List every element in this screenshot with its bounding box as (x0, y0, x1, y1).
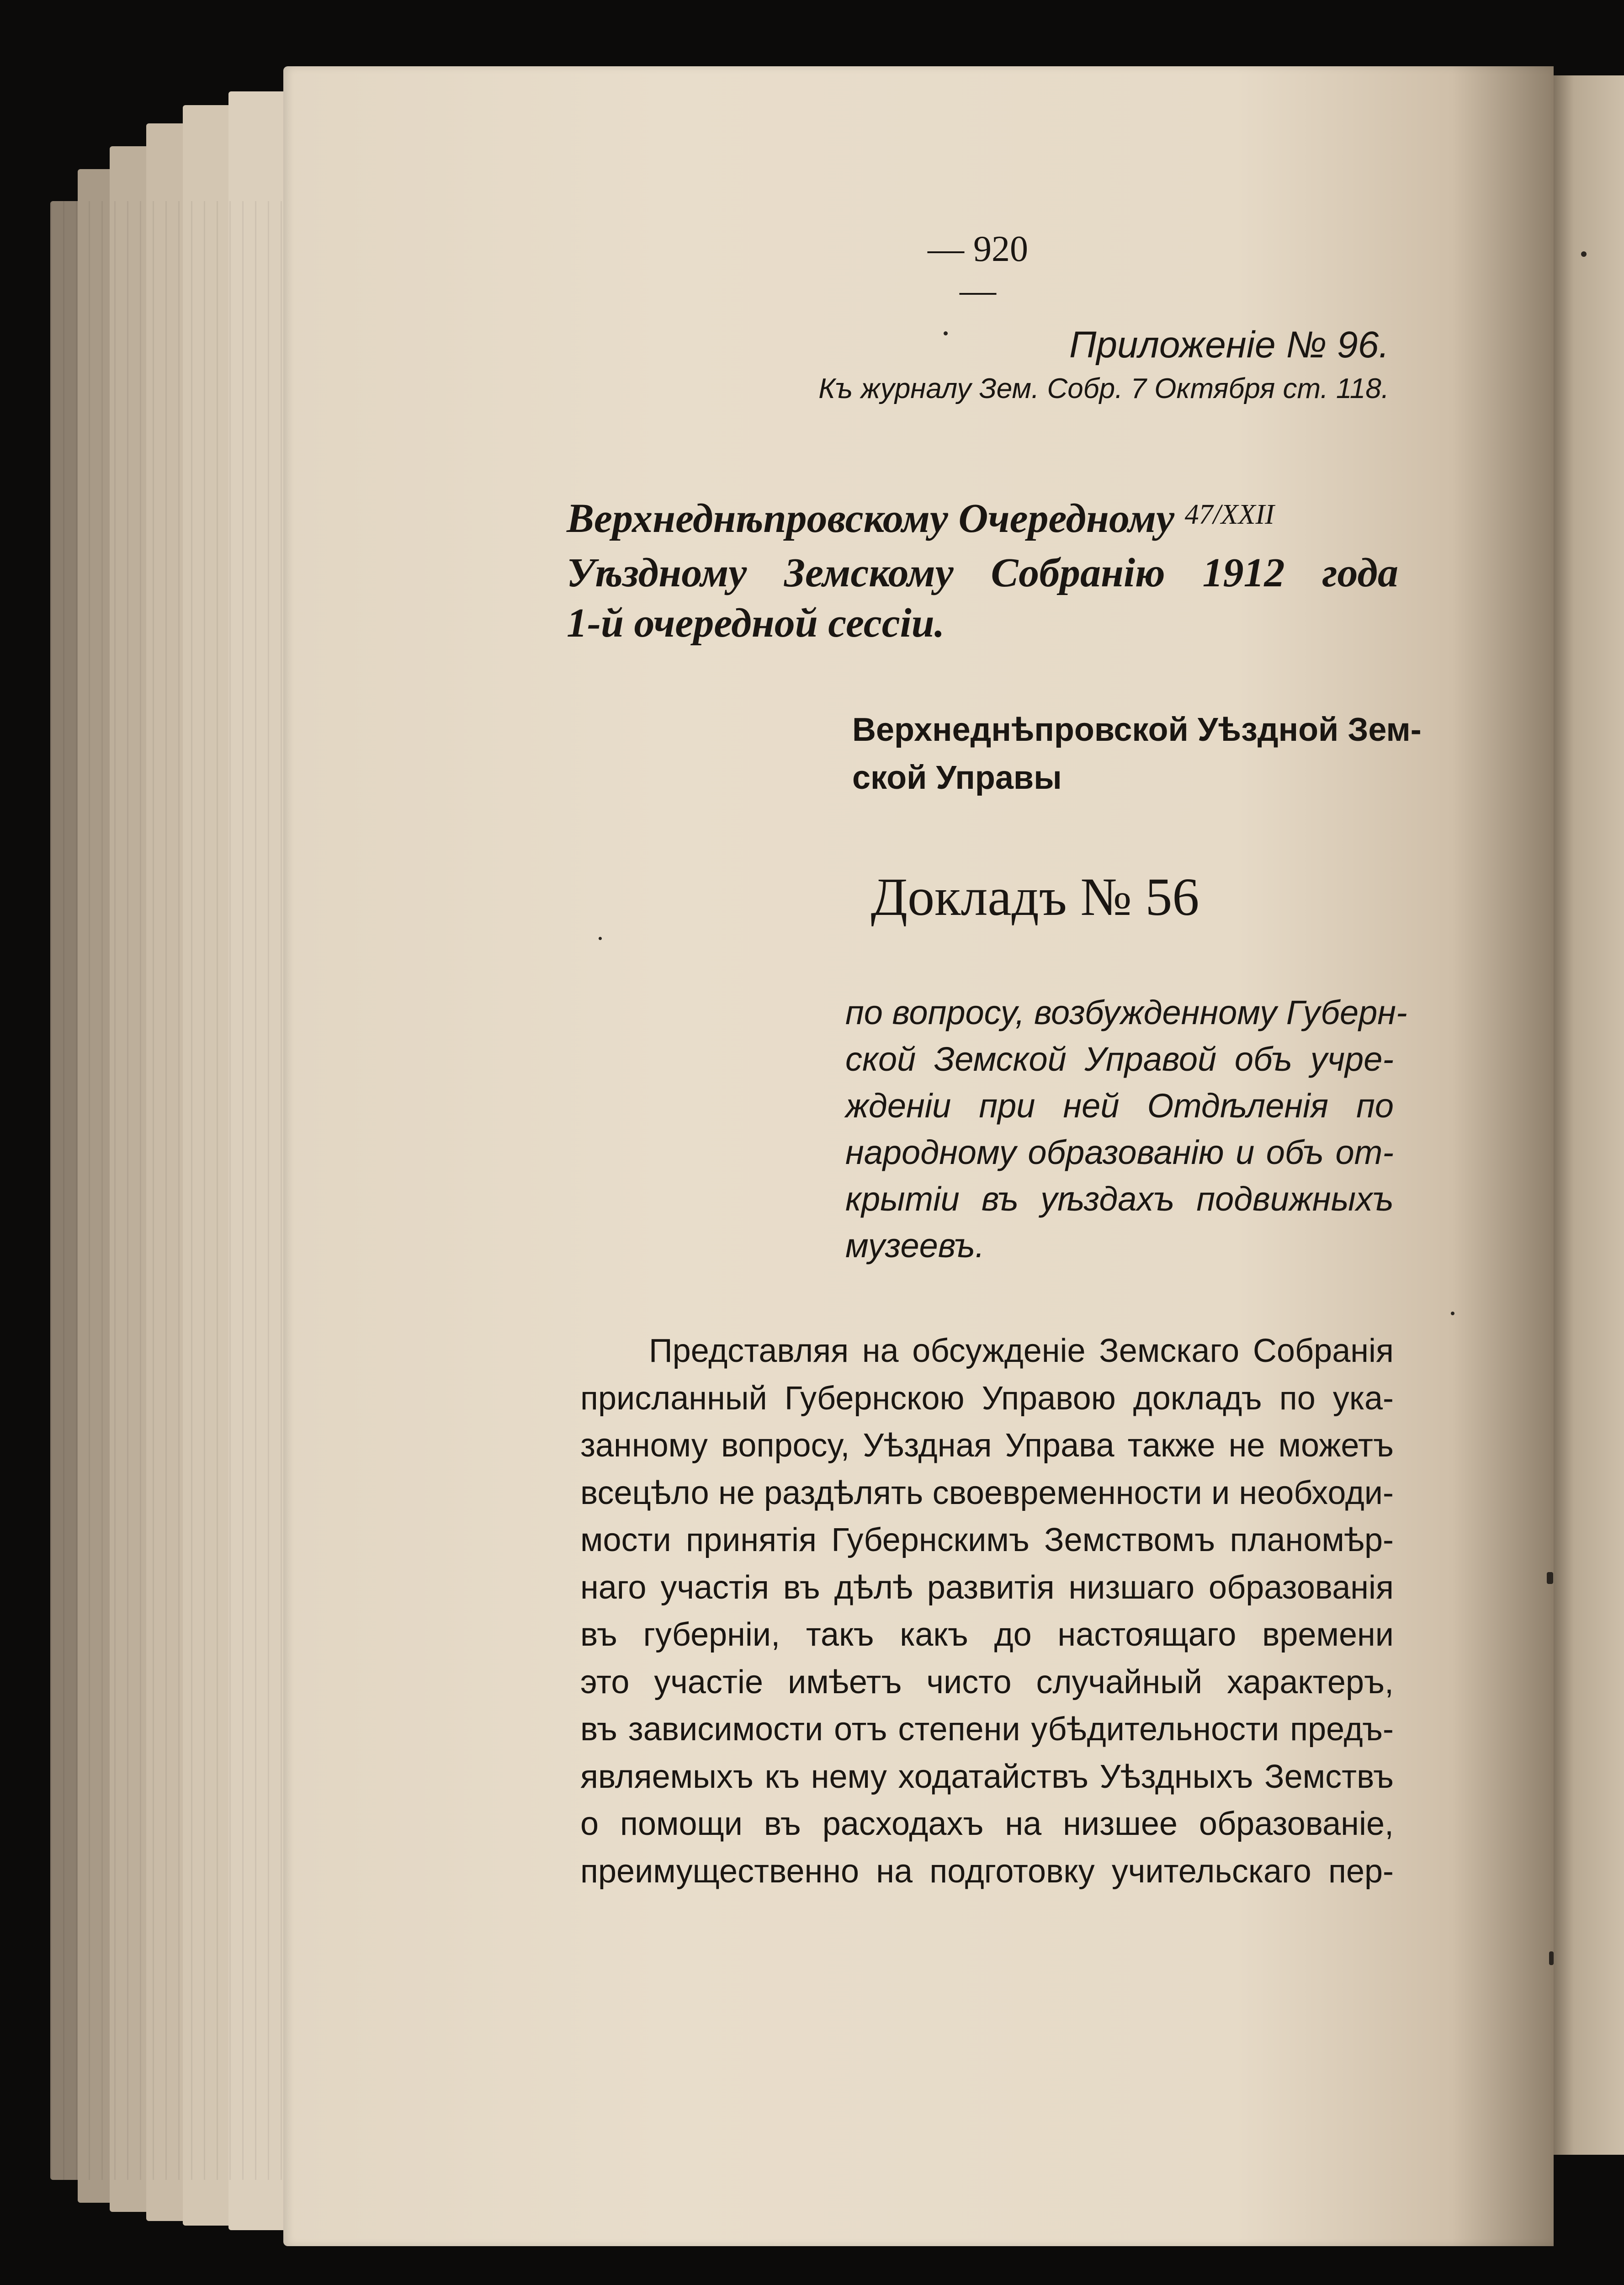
body-line: являемыхъ къ нему ходатайствъ Уѣздныхъ Земствъ (580, 1758, 1394, 1795)
report-title: Докладъ № 56 (870, 867, 1199, 927)
archive-mark: 47/XXII (1184, 499, 1274, 530)
body-line: всецѣло не раздѣлять своевременности и необходи- (580, 1474, 1394, 1511)
journal-reference: Къ журналу Зем. Собр. 7 Октября ст. 118. (818, 373, 1389, 404)
subject-line: ской Земской Управой объ учре- (845, 1040, 1394, 1078)
paper-speck (944, 331, 948, 335)
subject-line: крытіи въ уѣздахъ подвижныхъ (845, 1180, 1394, 1218)
body-line: преимущественно на подготовку учительскаго пер- (580, 1853, 1394, 1890)
page-edge-lines (50, 201, 306, 2180)
sender-line-2: ской Управы (852, 760, 1062, 796)
body-line: о помощи въ расходахъ на низшее образованіе, (580, 1806, 1394, 1842)
page-number: — 920 — (928, 229, 1028, 311)
report-subject (845, 989, 1407, 1269)
paper-speck (1451, 1312, 1454, 1315)
addressee-line-1: Верхнеднѣпровскому Очередному $^{47/XXII}$ (567, 496, 1274, 541)
body-line: въ зависимости отъ степени убѣдительности предъ- (580, 1711, 1394, 1748)
paper-speck (1549, 1951, 1554, 1965)
subject-line: по вопросу, возбужденному Губерн- (845, 994, 1407, 1031)
body-line: это участіе имѣетъ чисто случайный характеръ, (580, 1663, 1394, 1700)
sender-line-1: Верхнеднѣпровской Уѣздной Зем- (852, 712, 1422, 748)
facing-page-edge (1547, 75, 1624, 2155)
addressee-line-2: Уѣздному Земскому Собранію 1912 года (567, 550, 1398, 595)
body-paragraph (580, 1328, 1394, 1895)
body-line: занному вопросу, Уѣздная Управа также не можетъ (580, 1427, 1394, 1464)
body-line: Представляя на обсужденіе Земскаго Собранія (649, 1333, 1394, 1369)
body-line: наго участія въ дѣлѣ развитія низшаго образованія (580, 1569, 1394, 1606)
addressee-line-3: 1-й очередной сессіи. (567, 600, 945, 646)
body-line: мости принятія Губернскимъ Земствомъ планомѣр- (580, 1522, 1394, 1558)
subject-line: народному образованію и объ от- (845, 1133, 1394, 1171)
appendix-label: Приложеніе № 96. (1069, 324, 1389, 366)
paper-speck (1581, 251, 1587, 257)
paper-speck (1547, 1572, 1553, 1584)
subject-line: музеевъ. (845, 1227, 985, 1265)
paper-speck (599, 937, 602, 940)
subject-line: жденіи при ней Отдѣленія по (845, 1087, 1394, 1125)
sender (852, 706, 1422, 802)
body-line: присланный Губернскою Управою докладъ по ука- (580, 1380, 1394, 1417)
addressee (567, 494, 1398, 648)
body-line: въ губерніи, такъ какъ до настоящаго времени (580, 1616, 1394, 1653)
